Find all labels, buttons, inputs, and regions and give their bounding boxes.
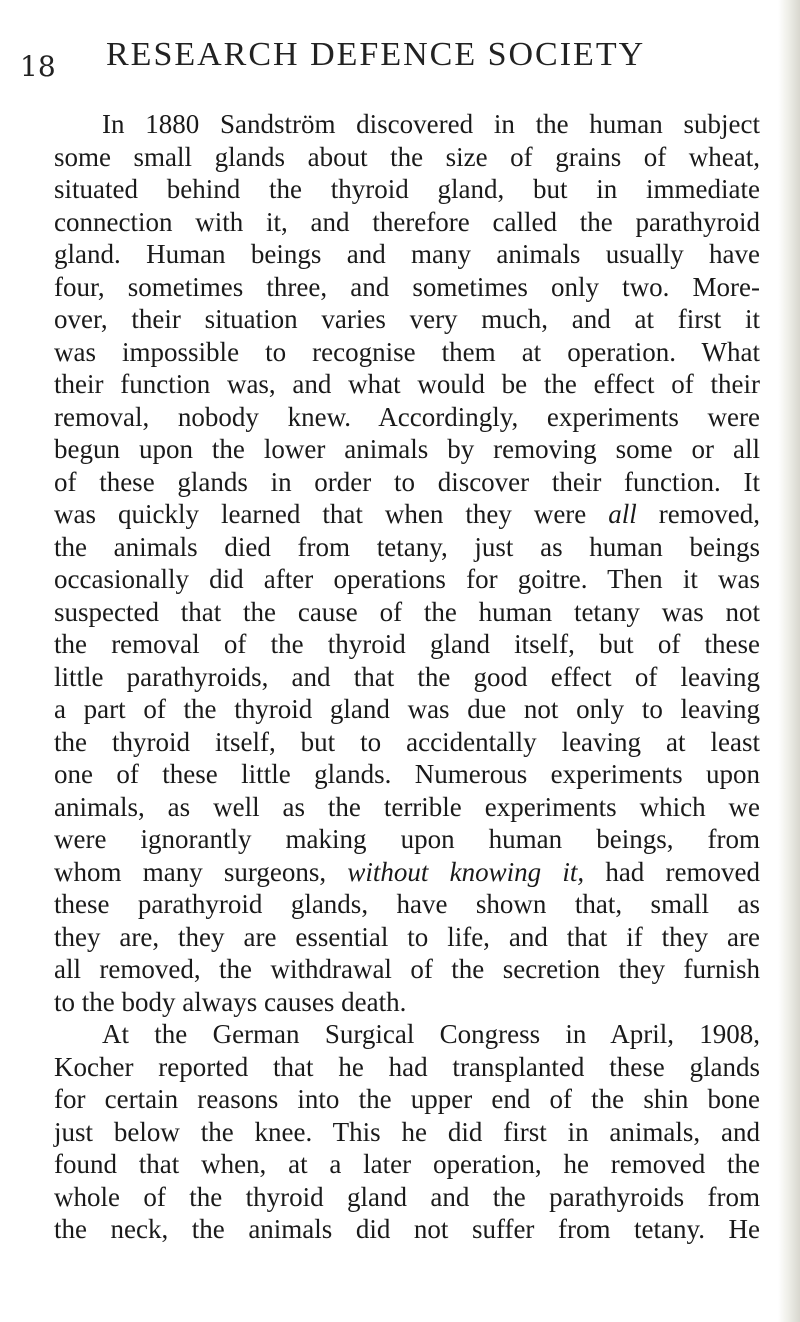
- text-line: a part of the thyroid gland was due not only to leaving: [54, 694, 760, 724]
- text-segment: whom many surgeons,: [54, 856, 327, 887]
- text-line: gland. Human beings and many animals usually have: [54, 239, 760, 269]
- text-line: their function was, and what would be the effect of their: [54, 369, 760, 399]
- text-line: [54, 498, 760, 531]
- text-line: At the German Surgical Congress in April, 1908,: [102, 1019, 760, 1049]
- text-segment: was quickly learned that when they were: [54, 499, 587, 529]
- page-number: 18: [20, 50, 56, 83]
- text-segment: had removed: [605, 856, 760, 887]
- text-line: whole of the thyroid gland and the parathyroids from: [54, 1181, 760, 1212]
- text-segment: removed,: [658, 499, 761, 529]
- text-line: begun upon the lower animals by removing some or all: [54, 434, 760, 464]
- text-line: found that when, at a later operation, he removed the: [54, 1149, 760, 1179]
- text-line: occasionally did after operations for goitre. Then it was: [54, 564, 760, 594]
- page-edge-shadow: [778, 0, 800, 1322]
- text-line: were ignorantly making upon human beings, from: [54, 824, 760, 854]
- text-line: four, sometimes three, and sometimes only two. More-: [54, 271, 760, 302]
- text-line: over, their situation varies very much, and at first it: [54, 304, 760, 334]
- text-line: connection with it, and therefore called the parathyroid: [54, 206, 760, 237]
- text-line: situated behind the thyroid gland, but in immediate: [54, 174, 760, 204]
- italic-emphasis: without knowing it,: [347, 856, 585, 887]
- text-line: just below the knee. This he did first in animals, and: [54, 1116, 760, 1147]
- text-line: removal, nobody knew. Accordingly, experiments were: [54, 401, 760, 432]
- text-line: the neck, the animals did not suffer from tetany. He: [54, 1214, 760, 1244]
- body-text: [54, 108, 760, 1246]
- italic-emphasis: all: [608, 499, 637, 529]
- text-line: [54, 856, 760, 889]
- text-line: they are, they are essential to life, and that if they are: [54, 921, 760, 952]
- text-line: was impossible to recognise them at operation. What: [54, 336, 760, 367]
- text-line: these parathyroid glands, have shown that, small as: [54, 889, 760, 919]
- page-header: [20, 28, 720, 88]
- text-line: the thyroid itself, but to accidentally leaving at least: [54, 726, 760, 757]
- running-head: RESEARCH DEFENCE SOCIETY: [106, 36, 646, 73]
- text-line: Kocher reported that he had transplanted these glands: [54, 1051, 760, 1082]
- text-line: the removal of the thyroid gland itself, but of these: [54, 629, 760, 659]
- text-line: of these glands in order to discover their function. It: [54, 466, 760, 497]
- text-line: all removed, the withdrawal of the secretion they furnish: [54, 954, 760, 984]
- text-line: suspected that the cause of the human tetany was not: [54, 596, 760, 627]
- text-line: one of these little glands. Numerous experiments upon: [54, 759, 760, 789]
- text-line: In 1880 Sandström discovered in the human subject: [102, 109, 760, 139]
- text-line: for certain reasons into the upper end of the shin bone: [54, 1084, 760, 1114]
- text-line: little parathyroids, and that the good effect of leaving: [54, 661, 760, 692]
- text-line: some small glands about the size of grains of wheat,: [54, 141, 760, 172]
- text-line: to the body always causes death.: [54, 986, 407, 1017]
- text-line: animals, as well as the terrible experiments which we: [54, 791, 760, 822]
- text-line: the animals died from tetany, just as human beings: [54, 531, 760, 562]
